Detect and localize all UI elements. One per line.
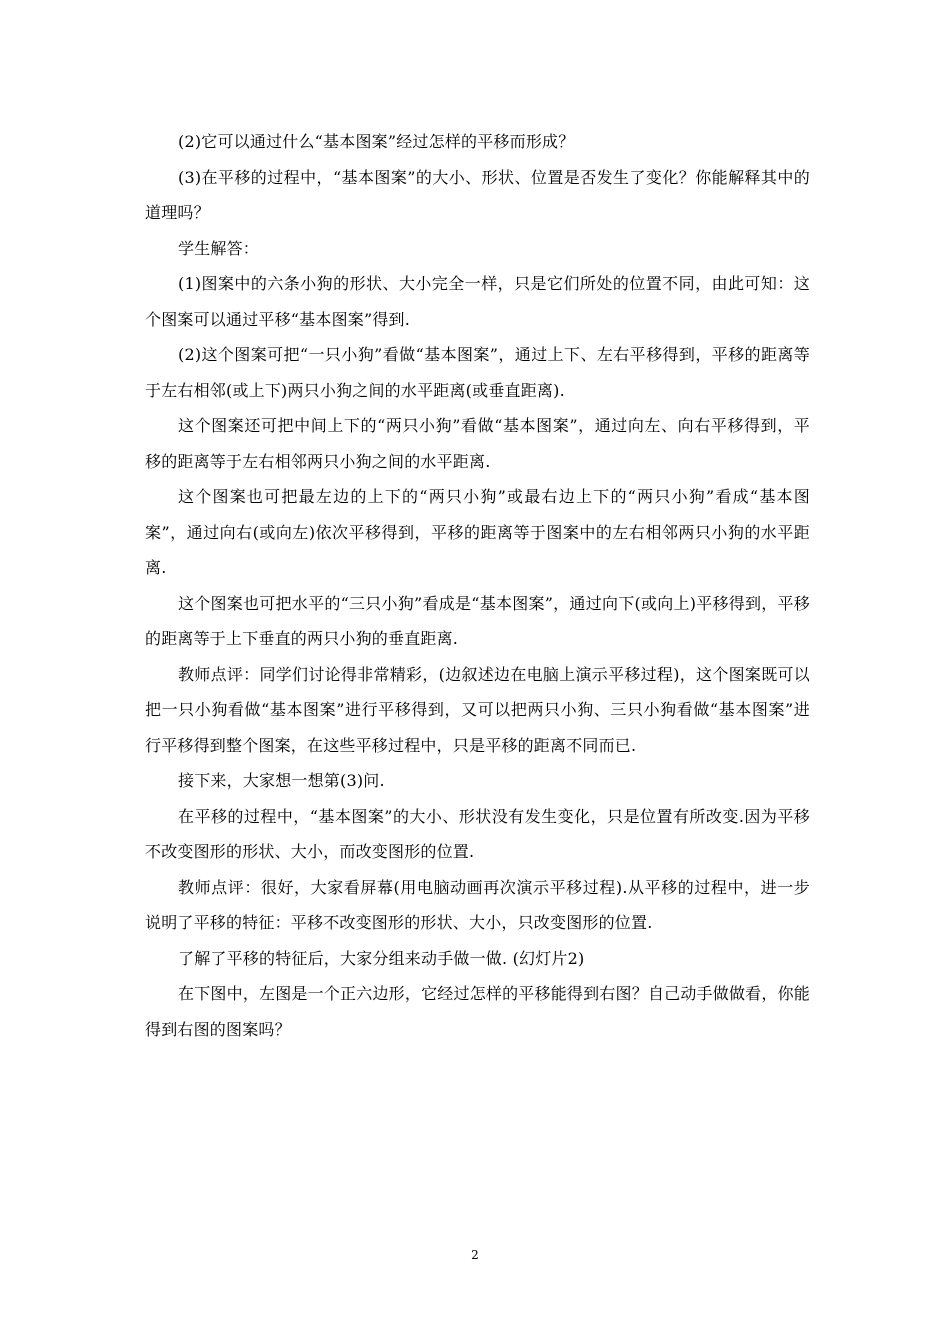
paragraph-hexagon-exercise: 在下图中，左图是一个正六边形，它经过怎样的平移能得到右图？自己动手做做看，你能得到右图的图案吗？ [145,984,810,1039]
page-number: 2 [471,1248,479,1262]
paragraph-teacher-comment-2: 教师点评：很好，大家看屏幕(用电脑动画再次演示平移过程).从平移的过程中，进一步说明了平移的特征：平移不改变图形的形状、大小，只改变图形的位置. [145,877,810,932]
paragraph-teacher-comment-1: 教师点评：同学们讨论得非常精彩，(边叙述边在电脑上演示平移过程)，这个图案既可以把一只小狗看做“基本图案”进行平移得到，又可以把两只小狗、三只小狗看做“基本图案”进行平移得到整个图案，在这些平移过程中，只是平移的距离不同而已. [145,664,810,755]
paragraph-answer-3: 在平移的过程中，“基本图案”的大小、形状没有发生变化，只是位置有所改变.因为平移不改变图形的形状、大小，而改变图形的位置. [145,806,810,861]
paragraph-answer-2-alt-b: 这个图案也可把最左边的上下的“两只小狗”或最右边上下的“两只小狗”看成“基本图案”，通过向右(或向左)依次平移得到，平移的距离等于图案中的左右相邻两只小狗的水平距离. [145,487,810,577]
paragraph-answer-1: (1)图案中的六条小狗的形状、大小完全一样，只是它们所处的位置不同，由此可知：这个图案可以通过平移“基本图案”得到. [145,274,810,329]
paragraph-group-activity: 了解了平移的特征后，大家分组来动手做一做. (幻灯片2) [178,948,585,968]
paragraph-student-answer-heading: 学生解答： [178,238,260,258]
paragraph-question-3: (3)在平移的过程中，“基本图案”的大小、形状、位置是否发生了变化？你能解释其中的道理吗？ [145,167,810,222]
paragraph-question-2: (2)它可以通过什么“基本图案”经过怎样的平移而形成？ [178,132,575,151]
paragraph-answer-2-alt-a: 这个图案还可把中间上下的“两只小狗”看做“基本图案”，通过向左、向右平移得到，平移的距离等于左右相邻两只小狗之间的水平距离. [145,416,810,471]
paragraph-answer-2: (2)这个图案可把“一只小狗”看做“基本图案”，通过上下、左右平移得到，平移的距离等于左右相邻(或上下)两只小狗之间的水平距离(或垂直距离). [145,345,810,400]
paragraph-answer-2-alt-c: 这个图案也可把水平的“三只小狗”看成是“基本图案”，通过向下(或向上)平移得到，平移的距离等于上下垂直的两只小狗的垂直距离. [145,593,810,648]
document-body [145,124,810,1047]
paragraph-question-3-prompt: 接下来，大家想一想第(3)问. [178,771,385,790]
